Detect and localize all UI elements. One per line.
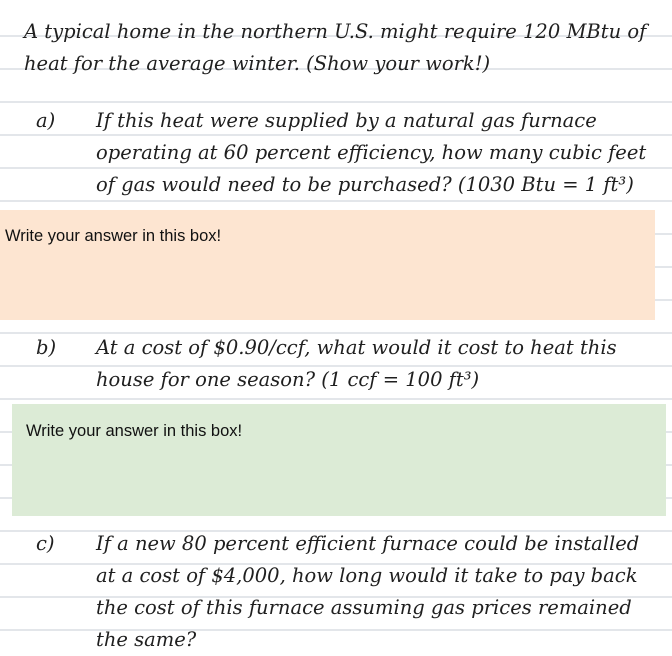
answer-box-a-prompt: Write your answer in this box! bbox=[5, 227, 222, 245]
question-c-label: c) bbox=[36, 532, 55, 555]
question-a-text: If this heat were supplied by a natural gas furnace operating at 60 percent efficiency, how many cubic feet of gas would need to be purchased? (1030 Btu = 1 ft³) bbox=[96, 109, 647, 196]
answer-box-b[interactable] bbox=[12, 404, 666, 516]
answer-box-b-prompt: Write your answer in this box! bbox=[26, 422, 243, 440]
intro-text: A typical home in the northern U.S. might require 120 MBtu of heat for the average winter. (Show your work!) bbox=[24, 20, 647, 75]
question-a-label: a) bbox=[36, 109, 56, 132]
answer-box-a[interactable] bbox=[0, 210, 655, 320]
question-b-label: b) bbox=[36, 336, 57, 359]
question-b-text: At a cost of $0.90/ccf, what would it cost to heat this house for one season? (1 ccf = 100 ft³) bbox=[96, 336, 617, 391]
question-c-text: If a new 80 percent efficient furnace could be installed at a cost of $4,000, how long would it take to pay back the cost of this furnace assuming gas prices remained the same? bbox=[96, 532, 640, 651]
